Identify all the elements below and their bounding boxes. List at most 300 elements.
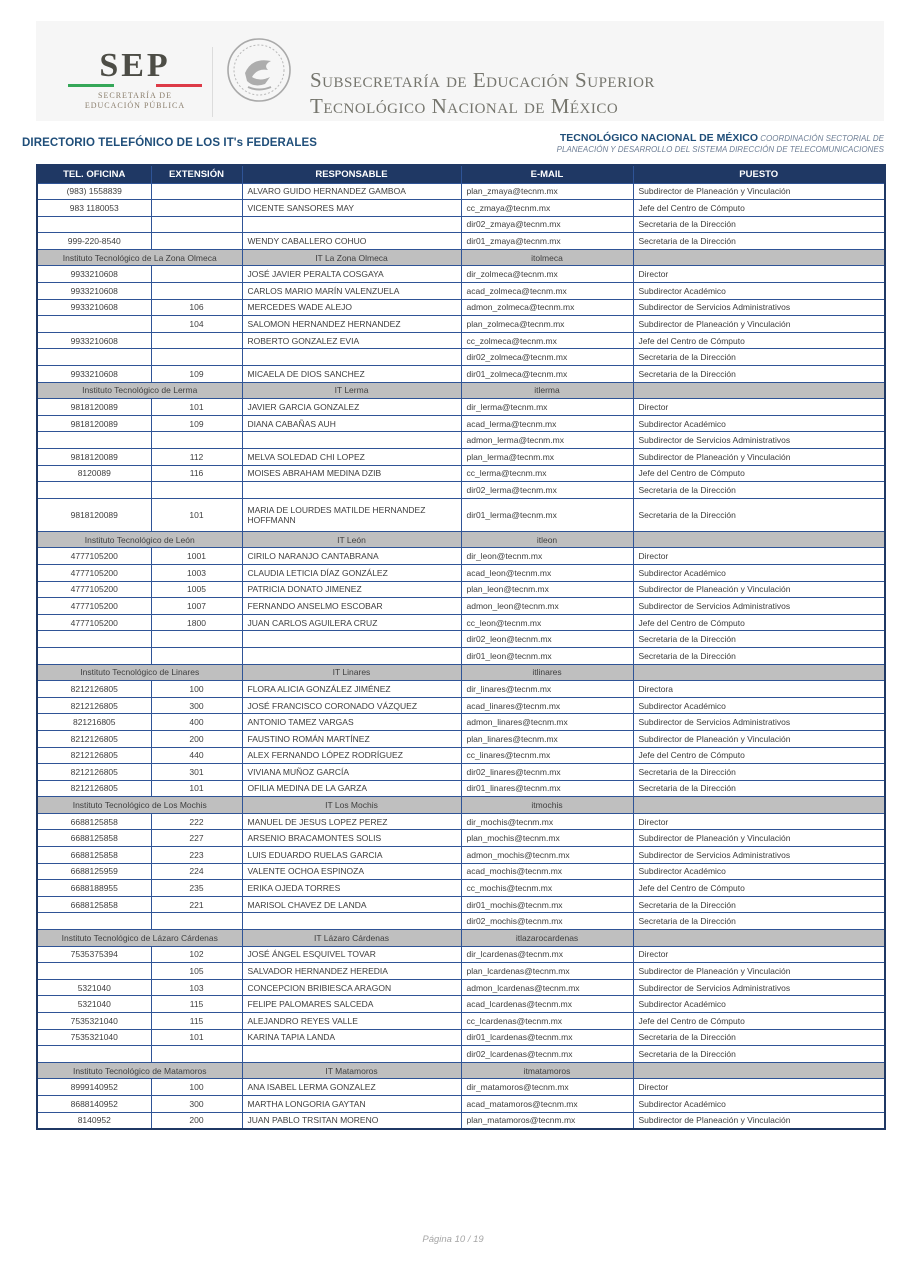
cell-tel-oficina: 6688125858 [37,847,151,864]
cell-puesto: Secretaria de la Dirección [633,216,885,233]
cell-email: plan_lcardenas@tecnm.mx [461,963,633,980]
cell-email: dir_matamoros@tecnm.mx [461,1079,633,1096]
cell-email: acad_lcardenas@tecnm.mx [461,996,633,1013]
cell-tel-oficina: 8120089 [37,465,151,482]
cell-puesto: Jefe del Centro de Cómputo [633,1013,885,1030]
cell-email: dir02_lerma@tecnm.mx [461,482,633,499]
cell-puesto: Subdirector de Planeación y Vinculación [633,449,885,466]
cell-puesto: Secretaria de la Dirección [633,780,885,797]
section-code: itleon [461,531,633,548]
cell-tel-oficina: 6688125858 [37,896,151,913]
section-institute-name: Instituto Tecnológico de Linares [37,664,242,681]
section-short-name: IT Matamoros [242,1062,461,1079]
cell-responsable: ARSENIO BRACAMONTES SOLIS [242,830,461,847]
cell-responsable: ERIKA OJEDA TORRES [242,880,461,897]
cell-puesto: Director [633,399,885,416]
cell-email: cc_lerma@tecnm.mx [461,465,633,482]
cell-extension: 101 [151,399,242,416]
cell-tel-oficina: 9818120089 [37,415,151,432]
coordination-subtitle [454,133,884,155]
section-institute-name: Instituto Tecnológico de Lerma [37,382,242,399]
cell-puesto: Secretaria de la Dirección [633,233,885,250]
cell-responsable: KARINA TAPIA LANDA [242,1029,461,1046]
table-row [37,747,885,764]
cell-email: plan_zmaya@tecnm.mx [461,183,633,200]
cell-puesto: Secretaria de la Dirección [633,631,885,648]
table-row [37,647,885,664]
table-row [37,266,885,283]
cell-tel-oficina [37,647,151,664]
cell-puesto: Director [633,1079,885,1096]
cell-extension: 301 [151,764,242,781]
cell-tel-oficina: 5321040 [37,996,151,1013]
cell-extension: 222 [151,813,242,830]
cell-extension: 104 [151,316,242,333]
cell-extension: 440 [151,747,242,764]
cell-responsable: MARTHA LONGORIA GAYTAN [242,1095,461,1112]
cell-extension: 200 [151,730,242,747]
table-row [37,1013,885,1030]
cell-extension: 300 [151,1095,242,1112]
section-code: itmatamoros [461,1062,633,1079]
table-row [37,465,885,482]
table-row [37,896,885,913]
cell-tel-oficina: 4777105200 [37,581,151,598]
cell-extension: 100 [151,1079,242,1096]
cell-tel-oficina: 9818120089 [37,498,151,531]
cell-responsable: WENDY CABALLERO COHUO [242,233,461,250]
cell-extension: 1007 [151,598,242,615]
cell-responsable [242,216,461,233]
cell-email: plan_lerma@tecnm.mx [461,449,633,466]
table-row [37,316,885,333]
institute-section-row [37,531,885,548]
table-row [37,880,885,897]
cell-puesto: Subdirector de Servicios Administrativos [633,847,885,864]
cell-tel-oficina: 6688188955 [37,880,151,897]
cell-extension: 106 [151,299,242,316]
cell-email: dir01_zolmeca@tecnm.mx [461,366,633,383]
table-row [37,548,885,565]
cell-email: plan_linares@tecnm.mx [461,730,633,747]
section-short-name: IT Lerma [242,382,461,399]
cell-extension: 1001 [151,548,242,565]
cell-tel-oficina: 6688125858 [37,813,151,830]
column-header-email: E-MAIL [461,165,633,183]
section-code: itlazarocardenas [461,930,633,947]
cell-tel-oficina: 6688125858 [37,830,151,847]
institutional-banner [36,21,884,121]
table-row [37,863,885,880]
cell-extension: 101 [151,498,242,531]
cell-responsable: VALENTE OCHOA ESPINOZA [242,863,461,880]
cell-responsable: LUIS EDUARDO RUELAS GARCIA [242,847,461,864]
cell-extension [151,631,242,648]
cell-extension: 221 [151,896,242,913]
cell-email: admon_lerma@tecnm.mx [461,432,633,449]
cell-email: cc_zmaya@tecnm.mx [461,200,633,217]
table-row [37,216,885,233]
cell-responsable [242,349,461,366]
cell-extension: 224 [151,863,242,880]
cell-responsable: MOISES ABRAHAM MEDINA DZIB [242,465,461,482]
section-code: itlinares [461,664,633,681]
cell-puesto: Secretaria de la Dirección [633,913,885,930]
table-row [37,332,885,349]
cell-tel-oficina: 8212126805 [37,730,151,747]
cell-email: acad_linares@tecnm.mx [461,697,633,714]
sep-acronym: SEP [99,47,171,84]
cell-email: acad_matamoros@tecnm.mx [461,1095,633,1112]
cell-email: cc_lcardenas@tecnm.mx [461,1013,633,1030]
table-row [37,963,885,980]
cell-extension: 103 [151,979,242,996]
institute-section-row [37,1062,885,1079]
cell-extension: 227 [151,830,242,847]
cell-tel-oficina: 4777105200 [37,564,151,581]
cell-email: admon_lcardenas@tecnm.mx [461,979,633,996]
cell-extension [151,283,242,300]
cell-responsable: PATRICIA DONATO JIMENEZ [242,581,461,598]
cell-email: cc_leon@tecnm.mx [461,614,633,631]
cell-responsable: MARISOL CHAVEZ DE LANDA [242,896,461,913]
cell-puesto: Subdirector de Planeación y Vinculación [633,183,885,200]
cell-tel-oficina: 9933210608 [37,366,151,383]
cell-email: dir_zolmeca@tecnm.mx [461,266,633,283]
table-row [37,681,885,698]
table-row [37,847,885,864]
cell-responsable [242,631,461,648]
cell-puesto: Subdirector de Planeación y Vinculación [633,830,885,847]
cell-tel-oficina [37,963,151,980]
table-row [37,830,885,847]
cell-tel-oficina: 9933210608 [37,266,151,283]
section-short-name: IT La Zona Olmeca [242,249,461,266]
cell-extension: 235 [151,880,242,897]
cell-responsable: MELVA SOLEDAD CHI LOPEZ [242,449,461,466]
cell-email: admon_linares@tecnm.mx [461,714,633,731]
column-header-puesto: PUESTO [633,165,885,183]
institute-section-row [37,930,885,947]
cell-email: dir_lcardenas@tecnm.mx [461,946,633,963]
table-row [37,946,885,963]
cell-extension [151,432,242,449]
cell-responsable: ALVARO GUIDO HERNANDEZ GAMBOA [242,183,461,200]
sep-caption-line1: SECRETARÍA DE [98,91,172,100]
cell-email: dir02_lcardenas@tecnm.mx [461,1046,633,1063]
table-row [37,979,885,996]
cell-tel-oficina: 9933210608 [37,299,151,316]
coordination-line1: COORDINACIÓN SECTORIAL DE [760,134,884,143]
cell-tel-oficina [37,316,151,333]
table-row [37,449,885,466]
cell-responsable: CARLOS MARIO MARÍN VALENZUELA [242,283,461,300]
cell-email: dir02_zmaya@tecnm.mx [461,216,633,233]
cell-tel-oficina: 4777105200 [37,548,151,565]
cell-responsable: JUAN PABLO TRSITAN MORENO [242,1112,461,1129]
section-empty-cell [633,249,885,266]
cell-responsable: VICENTE SANSORES MAY [242,200,461,217]
banner-title [310,67,655,119]
cell-tel-oficina: 8212126805 [37,764,151,781]
table-row [37,1029,885,1046]
cell-tel-oficina: 9933210608 [37,283,151,300]
table-row [37,697,885,714]
cell-email: plan_mochis@tecnm.mx [461,830,633,847]
section-short-name: IT Los Mochis [242,797,461,814]
cell-tel-oficina [37,482,151,499]
directory-table-body [37,183,885,1129]
column-header-extension: EXTENSIÓN [151,165,242,183]
cell-email: dir01_zmaya@tecnm.mx [461,233,633,250]
cell-puesto: Subdirector de Planeación y Vinculación [633,730,885,747]
cell-tel-oficina: 7535321040 [37,1029,151,1046]
cell-extension: 223 [151,847,242,864]
table-row [37,1079,885,1096]
section-short-name: IT Linares [242,664,461,681]
cell-tel-oficina: 8212126805 [37,697,151,714]
cell-extension: 112 [151,449,242,466]
cell-email: dir01_lcardenas@tecnm.mx [461,1029,633,1046]
cell-extension: 105 [151,963,242,980]
section-institute-name: Instituto Tecnológico de Matamoros [37,1062,242,1079]
cell-tel-oficina: 9818120089 [37,399,151,416]
cell-puesto: Subdirector Académico [633,415,885,432]
cell-extension: 101 [151,780,242,797]
cell-email: plan_zolmeca@tecnm.mx [461,316,633,333]
banner-title-line2: Tecnológico Nacional de México [310,94,619,118]
cell-puesto: Subdirector de Servicios Administrativos [633,979,885,996]
cell-puesto: Subdirector Académico [633,564,885,581]
cell-puesto: Jefe del Centro de Cómputo [633,332,885,349]
cell-extension [151,647,242,664]
cell-responsable: OFILIA MEDINA DE LA GARZA [242,780,461,797]
sep-flag-line [68,84,202,87]
institute-section-row [37,249,885,266]
cell-puesto: Subdirector de Servicios Administrativos [633,598,885,615]
cell-puesto: Subdirector de Servicios Administrativos [633,714,885,731]
cell-responsable: CONCEPCION BRIBIESCA ARAGON [242,979,461,996]
cell-email: dir_linares@tecnm.mx [461,681,633,698]
cell-extension: 100 [151,681,242,698]
section-code: itmochis [461,797,633,814]
table-header-row [37,165,885,183]
cell-responsable: FAUSTINO ROMÁN MARTÍNEZ [242,730,461,747]
cell-tel-oficina: 821216805 [37,714,151,731]
cell-extension [151,913,242,930]
cell-puesto: Subdirector de Planeación y Vinculación [633,581,885,598]
column-header-responsable: RESPONSABLE [242,165,461,183]
cell-email: admon_leon@tecnm.mx [461,598,633,615]
cell-puesto: Director [633,266,885,283]
cell-puesto: Jefe del Centro de Cómputo [633,747,885,764]
table-row [37,631,885,648]
banner-title-line1: Subsecretaría de Educación Superior [310,68,655,92]
section-empty-cell [633,531,885,548]
cell-puesto: Subdirector de Planeación y Vinculación [633,316,885,333]
cell-tel-oficina: 4777105200 [37,614,151,631]
cell-responsable: JUAN CARLOS AGUILERA CRUZ [242,614,461,631]
table-row [37,564,885,581]
cell-puesto: Subdirector Académico [633,1095,885,1112]
cell-responsable: MARIA DE LOURDES MATILDE HERNANDEZ HOFFMANN [242,498,461,531]
cell-responsable: JOSÉ JAVIER PERALTA COSGAYA [242,266,461,283]
cell-responsable [242,913,461,930]
cell-email: cc_linares@tecnm.mx [461,747,633,764]
cell-responsable [242,432,461,449]
cell-puesto: Jefe del Centro de Cómputo [633,465,885,482]
cell-responsable: VIVIANA MUÑOZ GARCÍA [242,764,461,781]
cell-tel-oficina: 9818120089 [37,449,151,466]
cell-puesto: Secretaria de la Dirección [633,647,885,664]
table-row [37,415,885,432]
cell-puesto: Subdirector Académico [633,697,885,714]
cell-email: dir02_leon@tecnm.mx [461,631,633,648]
cell-tel-oficina: 8212126805 [37,780,151,797]
cell-email: dir01_leon@tecnm.mx [461,647,633,664]
cell-puesto: Subdirector Académico [633,283,885,300]
institute-section-row [37,797,885,814]
table-row [37,614,885,631]
table-row [37,349,885,366]
cell-tel-oficina: 8140952 [37,1112,151,1129]
cell-extension [151,266,242,283]
cell-email: dir_leon@tecnm.mx [461,548,633,565]
cell-responsable [242,647,461,664]
cell-email: plan_leon@tecnm.mx [461,581,633,598]
cell-puesto: Director [633,946,885,963]
cell-email: admon_mochis@tecnm.mx [461,847,633,864]
section-code: itolmeca [461,249,633,266]
cell-extension: 1003 [151,564,242,581]
section-empty-cell [633,797,885,814]
cell-responsable: MANUEL DE JESUS LOPEZ PEREZ [242,813,461,830]
cell-puesto: Subdirector de Planeación y Vinculación [633,1112,885,1129]
table-row [37,598,885,615]
cell-tel-oficina: 6688125959 [37,863,151,880]
cell-tel-oficina: (983) 1558839 [37,183,151,200]
cell-responsable: SALVADOR HERNANDEZ HEREDIA [242,963,461,980]
table-row [37,498,885,531]
cell-responsable: DIANA CABAÑAS AUH [242,415,461,432]
cell-tel-oficina [37,631,151,648]
cell-responsable: FERNANDO ANSELMO ESCOBAR [242,598,461,615]
directory-table [36,164,886,1130]
cell-puesto: Secretaria de la Dirección [633,498,885,531]
cell-responsable: CLAUDIA LETICIA DÍAZ GONZÁLEZ [242,564,461,581]
cell-puesto: Jefe del Centro de Cómputo [633,200,885,217]
cell-responsable: CIRILO NARANJO CANTABRANA [242,548,461,565]
section-institute-name: Instituto Tecnológico de Lázaro Cárdenas [37,930,242,947]
cell-responsable [242,482,461,499]
table-row [37,399,885,416]
cell-email: dir02_zolmeca@tecnm.mx [461,349,633,366]
cell-extension [151,349,242,366]
cell-puesto: Subdirector Académico [633,863,885,880]
cell-responsable: FLORA ALICIA GONZÁLEZ JIMÉNEZ [242,681,461,698]
banner-divider [212,47,213,117]
table-row [37,299,885,316]
table-row [37,913,885,930]
cell-puesto: Secretaria de la Dirección [633,1029,885,1046]
cell-email: dir01_lerma@tecnm.mx [461,498,633,531]
cell-email: dir_lerma@tecnm.mx [461,399,633,416]
cell-extension [151,233,242,250]
cell-email: dir_mochis@tecnm.mx [461,813,633,830]
section-institute-name: Instituto Tecnológico de León [37,531,242,548]
cell-puesto: Secretaria de la Dirección [633,1046,885,1063]
cell-tel-oficina [37,349,151,366]
cell-responsable [242,1046,461,1063]
institute-section-row [37,382,885,399]
cell-email: dir01_linares@tecnm.mx [461,780,633,797]
table-row [37,581,885,598]
tecnm-title: TECNOLÓGICO NACIONAL DE MÉXICO [559,132,759,144]
cell-responsable: FELIPE PALOMARES SALCEDA [242,996,461,1013]
cell-extension [151,482,242,499]
cell-puesto: Subdirector de Planeación y Vinculación [633,963,885,980]
table-row [37,1046,885,1063]
cell-puesto: Subdirector de Servicios Administrativos [633,432,885,449]
cell-email: dir01_mochis@tecnm.mx [461,896,633,913]
cell-puesto: Jefe del Centro de Cómputo [633,614,885,631]
cell-responsable: MICAELA DE DIOS SANCHEZ [242,366,461,383]
table-row [37,730,885,747]
cell-tel-oficina: 7535321040 [37,1013,151,1030]
cell-tel-oficina: 8688140952 [37,1095,151,1112]
section-empty-cell [633,382,885,399]
section-empty-cell [633,930,885,947]
cell-responsable: MERCEDES WADE ALEJO [242,299,461,316]
cell-extension: 300 [151,697,242,714]
cell-puesto: Secretaria de la Dirección [633,482,885,499]
section-code: itlerma [461,382,633,399]
cell-puesto: Secretaria de la Dirección [633,349,885,366]
cell-puesto: Jefe del Centro de Cómputo [633,880,885,897]
cell-email: admon_zolmeca@tecnm.mx [461,299,633,316]
cell-email: cc_mochis@tecnm.mx [461,880,633,897]
cell-puesto: Directora [633,681,885,698]
cell-email: acad_zolmeca@tecnm.mx [461,283,633,300]
cell-responsable: SALOMON HERNANDEZ HERNANDEZ [242,316,461,333]
table-row [37,1112,885,1129]
table-row [37,813,885,830]
section-empty-cell [633,664,885,681]
table-row [37,432,885,449]
cell-extension [151,183,242,200]
cell-responsable: ALEJANDRO REYES VALLE [242,1013,461,1030]
cell-email: dir02_linares@tecnm.mx [461,764,633,781]
cell-responsable: ROBERTO GONZALEZ EVIA [242,332,461,349]
cell-extension: 109 [151,366,242,383]
table-row [37,764,885,781]
cell-extension: 200 [151,1112,242,1129]
table-row [37,996,885,1013]
table-row [37,183,885,200]
table-row [37,714,885,731]
cell-email: cc_zolmeca@tecnm.mx [461,332,633,349]
eagle-seal-icon [224,35,294,110]
cell-extension: 1800 [151,614,242,631]
section-short-name: IT León [242,531,461,548]
cell-extension [151,216,242,233]
cell-email: acad_mochis@tecnm.mx [461,863,633,880]
cell-responsable: ANA ISABEL LERMA GONZALEZ [242,1079,461,1096]
cell-tel-oficina: 999-220-8540 [37,233,151,250]
cell-responsable: JAVIER GARCIA GONZALEZ [242,399,461,416]
cell-tel-oficina: 8212126805 [37,681,151,698]
section-institute-name: Instituto Tecnológico de Los Mochis [37,797,242,814]
